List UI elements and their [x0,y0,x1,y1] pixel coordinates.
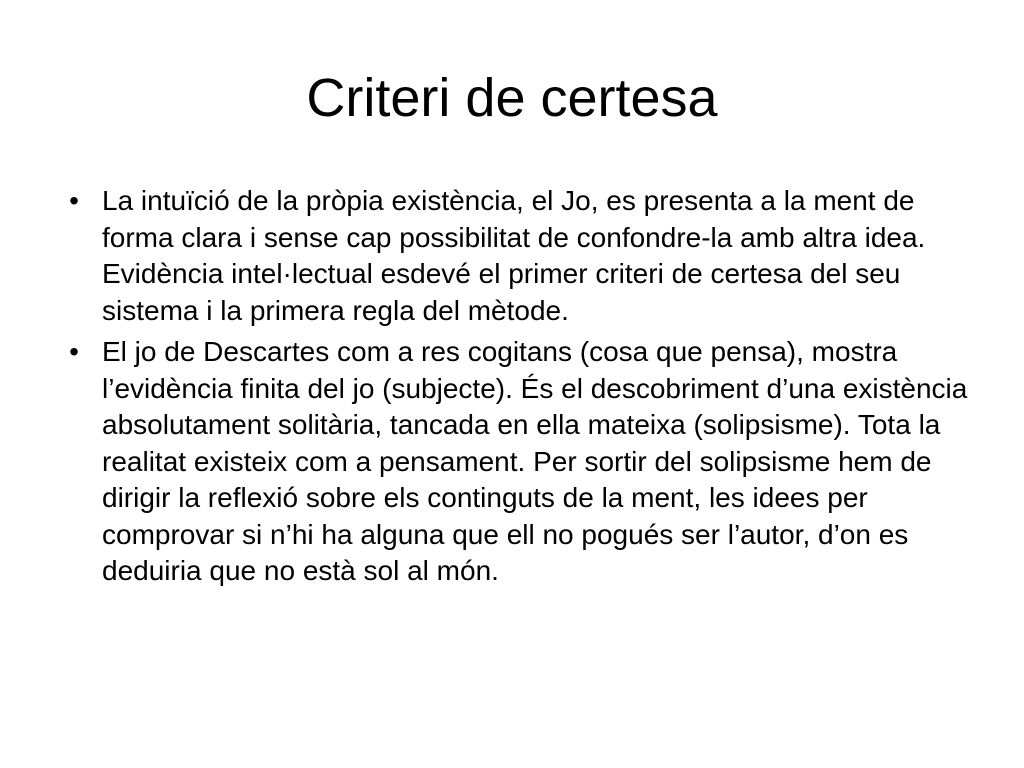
bullet-list [60,183,980,595]
bullet-item [60,183,980,329]
bullet-text: El jo de Descartes com a res cogitans (cosa que pensa), mostra l’evidència finita del jo (subjecte). És el descobriment d’una existència absolutament solitària, tancada en ella mateixa (solipsisme). Tota la realitat existeix com a pensament. Per sortir del solipsisme hem de dirigir la reflexió sobre els continguts de la ment, les idees per comprovar si n’hi ha alguna que ell no pogués ser l’autor, d’on es deduiria que no està sol al món. [102,336,968,586]
bullet-text: La intuïció de la pròpia existència, el Jo, es presenta a la ment de forma clara i sense cap possibilitat de confondre-la amb altra idea. Evidència intel·lectual esdevé el primer criteri de certesa del seu sistema i la primera regla del mètode. [102,185,926,326]
bullet-item [60,334,980,590]
bullet-icon: • [69,185,79,216]
bullet-icon: • [69,336,79,367]
slide-title: Criteri de certesa [306,68,718,128]
